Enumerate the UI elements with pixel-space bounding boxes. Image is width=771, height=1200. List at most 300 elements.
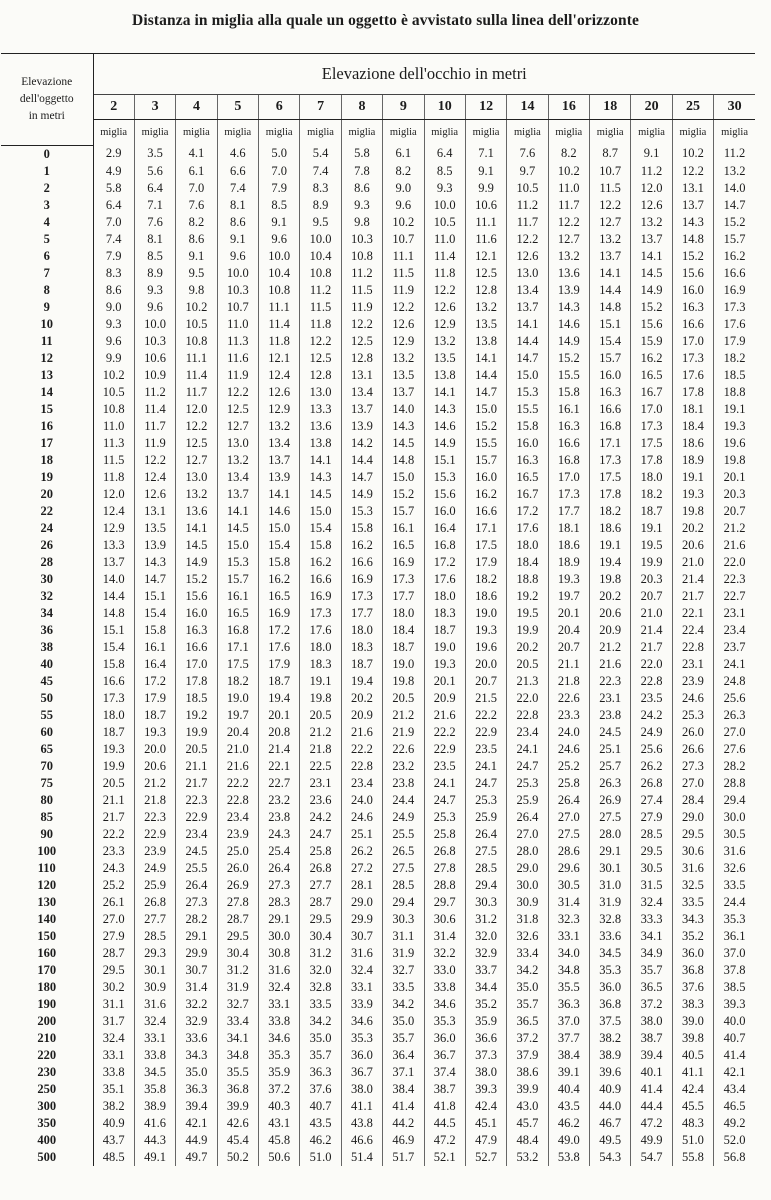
distance-cell: 24.1 — [424, 775, 465, 792]
distance-cell: 40.7 — [300, 1098, 341, 1115]
eye-height-9: 9 — [383, 95, 424, 120]
distance-cell: 33.5 — [383, 979, 424, 996]
distance-cell: 15.8 — [341, 520, 382, 537]
distance-cell: 23.6 — [300, 792, 341, 809]
distance-cell: 15.2 — [631, 299, 672, 316]
distance-cell: 11.2 — [631, 163, 672, 180]
distance-cell: 30.0 — [507, 877, 548, 894]
distance-cell: 18.7 — [631, 503, 672, 520]
distance-cell: 27.3 — [672, 758, 713, 775]
distance-cell: 18.9 — [672, 452, 713, 469]
distance-cell: 22.8 — [217, 792, 258, 809]
distance-cell: 36.0 — [424, 1030, 465, 1047]
distance-cell: 26.8 — [424, 843, 465, 860]
distance-cell: 17.3 — [341, 588, 382, 605]
distance-cell: 18.0 — [507, 537, 548, 554]
distance-cell: 35.2 — [672, 928, 713, 945]
distance-cell: 20.4 — [217, 724, 258, 741]
table-row — [1, 248, 755, 265]
distance-cell: 19.3 — [465, 622, 506, 639]
distance-cell: 17.3 — [102, 690, 125, 705]
distance-cell: 18.6 — [548, 537, 589, 554]
distance-cell: 15.8 — [102, 656, 125, 671]
distance-cell: 14.3 — [672, 214, 713, 231]
distance-cell: 22.1 — [259, 758, 300, 775]
distance-cell: 15.4 — [590, 333, 631, 350]
distance-cell: 40.9 — [102, 1115, 125, 1130]
table-row — [1, 333, 755, 350]
distance-cell: 12.2 — [176, 418, 217, 435]
distance-cell: 13.1 — [341, 367, 382, 384]
distance-cell: 14.0 — [714, 180, 755, 197]
distance-cell: 9.1 — [631, 145, 672, 163]
distance-cell: 20.5 — [507, 656, 548, 673]
distance-cell: 11.9 — [383, 282, 424, 299]
distance-cell: 27.0 — [548, 809, 589, 826]
distance-cell: 25.8 — [424, 826, 465, 843]
distance-cell: 19.1 — [714, 401, 755, 418]
distance-cell: 16.7 — [631, 384, 672, 401]
distance-cell: 29.5 — [631, 843, 672, 860]
distance-cell: 15.6 — [631, 316, 672, 333]
distance-cell: 33.8 — [259, 1013, 300, 1030]
distance-cell: 44.4 — [631, 1098, 672, 1115]
distance-cell: 11.5 — [383, 265, 424, 282]
distance-cell: 22.6 — [383, 741, 424, 758]
distance-cell: 17.3 — [300, 605, 341, 622]
distance-cell: 6.4 — [424, 145, 465, 163]
distance-cell: 23.5 — [424, 758, 465, 775]
distance-cell: 12.8 — [341, 350, 382, 367]
table-row — [1, 367, 755, 384]
distance-cell: 24.1 — [507, 741, 548, 758]
distance-cell: 23.4 — [341, 775, 382, 792]
distance-cell: 13.6 — [548, 265, 589, 282]
distance-cell: 39.3 — [714, 996, 755, 1013]
distance-cell: 50.2 — [217, 1149, 258, 1166]
distance-cell: 16.6 — [300, 571, 341, 588]
distance-cell: 29.3 — [134, 945, 175, 962]
distance-cell: 49.5 — [590, 1132, 631, 1149]
distance-cell: 53.2 — [507, 1149, 548, 1166]
distance-cell: 33.1 — [259, 996, 300, 1013]
distance-cell: 16.2 — [300, 554, 341, 571]
distance-cell: 5.8 — [341, 145, 382, 163]
distance-cell: 22.3 — [176, 792, 217, 809]
distance-cell: 29.5 — [300, 911, 341, 928]
distance-cell: 31.9 — [590, 894, 631, 911]
distance-cell: 41.8 — [424, 1098, 465, 1115]
distance-cell: 18.4 — [507, 554, 548, 571]
distance-cell: 20.1 — [548, 605, 589, 622]
distance-cell: 4.1 — [176, 145, 217, 163]
distance-cell: 15.4 — [134, 605, 175, 622]
table-body — [1, 145, 755, 1166]
distance-cell: 26.9 — [217, 877, 258, 894]
distance-cell: 41.4 — [631, 1081, 672, 1098]
distance-cell: 9.3 — [424, 180, 465, 197]
object-elevation-cell: 10 — [1, 316, 93, 333]
distance-cell: 34.0 — [548, 945, 589, 962]
object-elevation-cell: 30 — [1, 571, 93, 588]
distance-cell: 26.8 — [134, 894, 175, 911]
distance-cell: 38.7 — [424, 1081, 465, 1098]
distance-cell: 38.9 — [590, 1047, 631, 1064]
distance-cell: 30.0 — [259, 928, 300, 945]
distance-cell: 8.7 — [590, 145, 631, 163]
distance-cell: 37.9 — [507, 1047, 548, 1064]
object-elevation-cell: 20 — [1, 486, 93, 503]
distance-cell: 12.2 — [134, 452, 175, 469]
distance-cell: 11.3 — [217, 333, 258, 350]
distance-cell: 24.6 — [672, 690, 713, 707]
distance-cell: 12.0 — [176, 401, 217, 418]
distance-cell: 12.6 — [424, 299, 465, 316]
distance-cell: 39.4 — [631, 1047, 672, 1064]
distance-cell: 31.4 — [548, 894, 589, 911]
distance-cell: 16.6 — [714, 265, 755, 282]
distance-cell: 25.1 — [590, 741, 631, 758]
distance-cell: 43.1 — [259, 1115, 300, 1132]
distance-cell: 45.1 — [465, 1115, 506, 1132]
distance-cell: 21.4 — [672, 571, 713, 588]
distance-cell: 32.8 — [300, 979, 341, 996]
distance-cell: 28.3 — [259, 894, 300, 911]
distance-cell: 20.3 — [631, 571, 672, 588]
distance-cell: 8.9 — [300, 197, 341, 214]
table-row — [1, 639, 755, 656]
object-elevation-cell: 80 — [1, 792, 93, 809]
distance-cell: 13.7 — [590, 248, 631, 265]
distance-cell: 15.5 — [507, 401, 548, 418]
distance-cell: 8.3 — [105, 265, 122, 280]
distance-cell: 19.6 — [465, 639, 506, 656]
distance-cell: 32.4 — [102, 1030, 125, 1045]
object-elevation-cell: 500 — [1, 1149, 93, 1166]
distance-cell: 17.9 — [714, 333, 755, 350]
table-row — [1, 1098, 755, 1115]
distance-cell: 11.8 — [102, 469, 125, 484]
distance-cell: 24.7 — [507, 758, 548, 775]
distance-cell: 16.9 — [300, 588, 341, 605]
distance-cell: 12.8 — [465, 282, 506, 299]
distance-cell: 38.5 — [714, 979, 755, 996]
table-row — [1, 282, 755, 299]
eye-height-4: 4 — [176, 95, 217, 120]
distance-cell: 10.6 — [465, 197, 506, 214]
distance-cell: 32.3 — [548, 911, 589, 928]
distance-cell: 17.0 — [631, 401, 672, 418]
distance-cell: 20.2 — [507, 639, 548, 656]
distance-cell: 18.6 — [672, 435, 713, 452]
distance-cell: 14.6 — [259, 503, 300, 520]
distance-cell: 10.0 — [424, 197, 465, 214]
distance-cell: 39.4 — [176, 1098, 217, 1115]
distance-cell: 10.2 — [383, 214, 424, 231]
distance-cell: 32.4 — [259, 979, 300, 996]
distance-cell: 8.9 — [134, 265, 175, 282]
distance-cell: 12.2 — [217, 384, 258, 401]
unit-label: miglia — [383, 120, 424, 146]
distance-cell: 47.2 — [424, 1132, 465, 1149]
distance-cell: 6.1 — [176, 163, 217, 180]
distance-cell: 24.1 — [465, 758, 506, 775]
object-elevation-cell: 160 — [1, 945, 93, 962]
distance-cell: 7.1 — [134, 197, 175, 214]
distance-cell: 12.2 — [424, 282, 465, 299]
distance-cell: 24.0 — [548, 724, 589, 741]
distance-cell: 36.3 — [300, 1064, 341, 1081]
distance-cell: 18.8 — [714, 384, 755, 401]
distance-cell: 16.2 — [631, 350, 672, 367]
distance-cell: 16.9 — [714, 282, 755, 299]
distance-cell: 22.8 — [507, 707, 548, 724]
distance-cell: 13.1 — [672, 180, 713, 197]
distance-cell: 4.9 — [105, 163, 122, 178]
distance-cell: 12.7 — [217, 418, 258, 435]
distance-cell: 18.0 — [424, 588, 465, 605]
distance-cell: 13.2 — [217, 452, 258, 469]
distance-cell: 38.9 — [134, 1098, 175, 1115]
distance-cell: 40.0 — [714, 1013, 755, 1030]
distance-cell: 9.3 — [341, 197, 382, 214]
distance-cell: 11.4 — [259, 316, 300, 333]
distance-cell: 13.2 — [714, 163, 755, 180]
distance-cell: 11.0 — [102, 418, 125, 433]
distance-cell: 15.5 — [465, 435, 506, 452]
distance-cell: 44.5 — [424, 1115, 465, 1132]
distance-cell: 31.6 — [134, 996, 175, 1013]
distance-cell: 38.0 — [341, 1081, 382, 1098]
table-row — [1, 503, 755, 520]
distance-cell: 22.2 — [465, 707, 506, 724]
distance-cell: 20.2 — [590, 588, 631, 605]
object-elevation-cell: 3 — [1, 197, 93, 214]
distance-cell: 11.7 — [548, 197, 589, 214]
object-elevation-cell: 250 — [1, 1081, 93, 1098]
distance-cell: 24.4 — [714, 894, 755, 911]
distance-cell: 24.6 — [341, 809, 382, 826]
distance-cell: 52.7 — [465, 1149, 506, 1166]
distance-cell: 19.3 — [102, 741, 125, 756]
distance-cell: 34.8 — [548, 962, 589, 979]
distance-cell: 27.3 — [259, 877, 300, 894]
distance-cell: 38.0 — [465, 1064, 506, 1081]
distance-cell: 35.0 — [176, 1064, 217, 1081]
distance-cell: 9.6 — [259, 231, 300, 248]
distance-cell: 7.8 — [341, 163, 382, 180]
object-elevation-cell: 55 — [1, 707, 93, 724]
distance-cell: 19.8 — [672, 503, 713, 520]
distance-cell: 13.9 — [259, 469, 300, 486]
distance-cell: 24.9 — [383, 809, 424, 826]
distance-cell: 43.4 — [714, 1081, 755, 1098]
distance-cell: 13.7 — [507, 299, 548, 316]
distance-cell: 14.9 — [548, 333, 589, 350]
distance-cell: 47.9 — [465, 1132, 506, 1149]
distance-cell: 18.7 — [134, 707, 175, 724]
distance-cell: 15.2 — [383, 486, 424, 503]
distance-cell: 13.0 — [507, 265, 548, 282]
distance-cell: 12.9 — [424, 316, 465, 333]
object-elevation-cell: 170 — [1, 962, 93, 979]
distance-cell: 30.1 — [134, 962, 175, 979]
distance-cell: 28.0 — [507, 843, 548, 860]
distance-cell: 24.6 — [548, 741, 589, 758]
distance-cell: 15.2 — [176, 571, 217, 588]
distance-cell: 11.0 — [217, 316, 258, 333]
distance-cell: 10.3 — [341, 231, 382, 248]
distance-cell: 15.8 — [259, 554, 300, 571]
distance-cell: 30.0 — [714, 809, 755, 826]
distance-cell: 21.0 — [631, 605, 672, 622]
distance-cell: 15.5 — [548, 367, 589, 384]
distance-cell: 37.2 — [631, 996, 672, 1013]
distance-cell: 19.6 — [714, 435, 755, 452]
distance-cell: 8.5 — [259, 197, 300, 214]
table-row — [1, 452, 755, 469]
table-row — [1, 673, 755, 690]
distance-cell: 51.0 — [300, 1149, 341, 1166]
distance-cell: 26.8 — [631, 775, 672, 792]
distance-cell: 12.2 — [672, 163, 713, 180]
distance-cell: 15.7 — [590, 350, 631, 367]
distance-cell: 18.0 — [631, 469, 672, 486]
distance-cell: 21.6 — [590, 656, 631, 673]
distance-cell: 33.1 — [134, 1030, 175, 1047]
distance-cell: 6.1 — [383, 145, 424, 163]
distance-cell: 44.3 — [134, 1132, 175, 1149]
distance-cell: 45.4 — [217, 1132, 258, 1149]
distance-cell: 17.2 — [259, 622, 300, 639]
distance-cell: 20.4 — [548, 622, 589, 639]
distance-cell: 30.7 — [341, 928, 382, 945]
object-elevation-cell: 9 — [1, 299, 93, 316]
distance-cell: 41.4 — [383, 1098, 424, 1115]
distance-cell: 32.0 — [465, 928, 506, 945]
distance-cell: 31.2 — [465, 911, 506, 928]
distance-cell: 7.0 — [176, 180, 217, 197]
distance-cell: 14.2 — [341, 435, 382, 452]
distance-cell: 13.9 — [548, 282, 589, 299]
distance-cell: 20.6 — [134, 758, 175, 775]
distance-cell: 35.3 — [714, 911, 755, 928]
distance-cell: 39.3 — [465, 1081, 506, 1098]
object-elevation-cell: 24 — [1, 520, 93, 537]
distance-cell: 17.7 — [548, 503, 589, 520]
distance-cell: 11.9 — [341, 299, 382, 316]
distance-cell: 34.5 — [590, 945, 631, 962]
distance-cell: 22.0 — [714, 554, 755, 571]
distance-cell: 15.2 — [672, 248, 713, 265]
distance-cell: 11.1 — [259, 299, 300, 316]
distance-cell: 40.9 — [590, 1081, 631, 1098]
distance-cell: 21.0 — [217, 741, 258, 758]
object-elevation-cell: 65 — [1, 741, 93, 758]
distance-cell: 30.3 — [465, 894, 506, 911]
distance-cell: 25.2 — [548, 758, 589, 775]
distance-cell: 16.6 — [341, 554, 382, 571]
distance-cell: 39.1 — [548, 1064, 589, 1081]
distance-cell: 48.5 — [102, 1149, 125, 1164]
table-row — [1, 1013, 755, 1030]
eye-height-3: 3 — [134, 95, 175, 120]
distance-cell: 9.3 — [105, 316, 122, 331]
distance-cell: 11.7 — [134, 418, 175, 435]
distance-cell: 39.6 — [590, 1064, 631, 1081]
distance-cell: 36.6 — [465, 1030, 506, 1047]
distance-cell: 16.8 — [590, 418, 631, 435]
distance-cell: 24.4 — [383, 792, 424, 809]
distance-cell: 18.2 — [217, 673, 258, 690]
distance-cell: 14.9 — [341, 486, 382, 503]
distance-cell: 35.9 — [259, 1064, 300, 1081]
distance-cell: 14.1 — [465, 350, 506, 367]
distance-cell: 35.7 — [383, 1030, 424, 1047]
distance-cell: 7.0 — [105, 214, 122, 229]
distance-cell: 17.2 — [507, 503, 548, 520]
distance-cell: 31.2 — [300, 945, 341, 962]
distance-cell: 32.5 — [672, 877, 713, 894]
distance-cell: 18.2 — [714, 350, 755, 367]
distance-cell: 29.0 — [341, 894, 382, 911]
distance-cell: 33.7 — [465, 962, 506, 979]
distance-cell: 18.1 — [672, 401, 713, 418]
distance-cell: 8.6 — [217, 214, 258, 231]
distance-cell: 12.8 — [300, 367, 341, 384]
unit-label: miglia — [714, 120, 755, 146]
distance-cell: 26.0 — [672, 724, 713, 741]
distance-cell: 32.4 — [134, 1013, 175, 1030]
distance-cell: 23.4 — [176, 826, 217, 843]
distance-cell: 18.7 — [259, 673, 300, 690]
distance-cell: 15.1 — [590, 316, 631, 333]
unit-label: miglia — [548, 120, 589, 146]
distance-cell: 12.4 — [102, 503, 125, 518]
distance-cell: 36.3 — [548, 996, 589, 1013]
distance-cell: 16.6 — [590, 401, 631, 418]
distance-cell: 10.3 — [217, 282, 258, 299]
distance-cell: 19.3 — [134, 724, 175, 741]
distance-cell: 10.0 — [134, 316, 175, 333]
distance-cell: 16.5 — [631, 367, 672, 384]
distance-cell: 8.2 — [176, 214, 217, 231]
distance-cell: 21.7 — [176, 775, 217, 792]
distance-cell: 17.5 — [217, 656, 258, 673]
distance-cell: 13.4 — [217, 469, 258, 486]
distance-cell: 20.5 — [102, 775, 125, 790]
distance-cell: 12.7 — [590, 214, 631, 231]
distance-cell: 17.5 — [465, 537, 506, 554]
table-row — [1, 809, 755, 826]
distance-cell: 22.2 — [424, 724, 465, 741]
distance-cell: 14.7 — [507, 350, 548, 367]
distance-cell: 17.7 — [341, 605, 382, 622]
distance-cell: 17.0 — [672, 333, 713, 350]
distance-cell: 17.6 — [714, 316, 755, 333]
distance-cell: 33.3 — [631, 911, 672, 928]
distance-cell: 37.6 — [300, 1081, 341, 1098]
distance-cell: 24.5 — [176, 843, 217, 860]
distance-cell: 16.3 — [590, 384, 631, 401]
distance-cell: 30.3 — [383, 911, 424, 928]
distance-cell: 13.2 — [465, 299, 506, 316]
distance-cell: 36.0 — [672, 945, 713, 962]
distance-cell: 33.9 — [341, 996, 382, 1013]
distance-cell: 12.2 — [507, 231, 548, 248]
distance-cell: 36.4 — [383, 1047, 424, 1064]
distance-cell: 39.9 — [507, 1081, 548, 1098]
